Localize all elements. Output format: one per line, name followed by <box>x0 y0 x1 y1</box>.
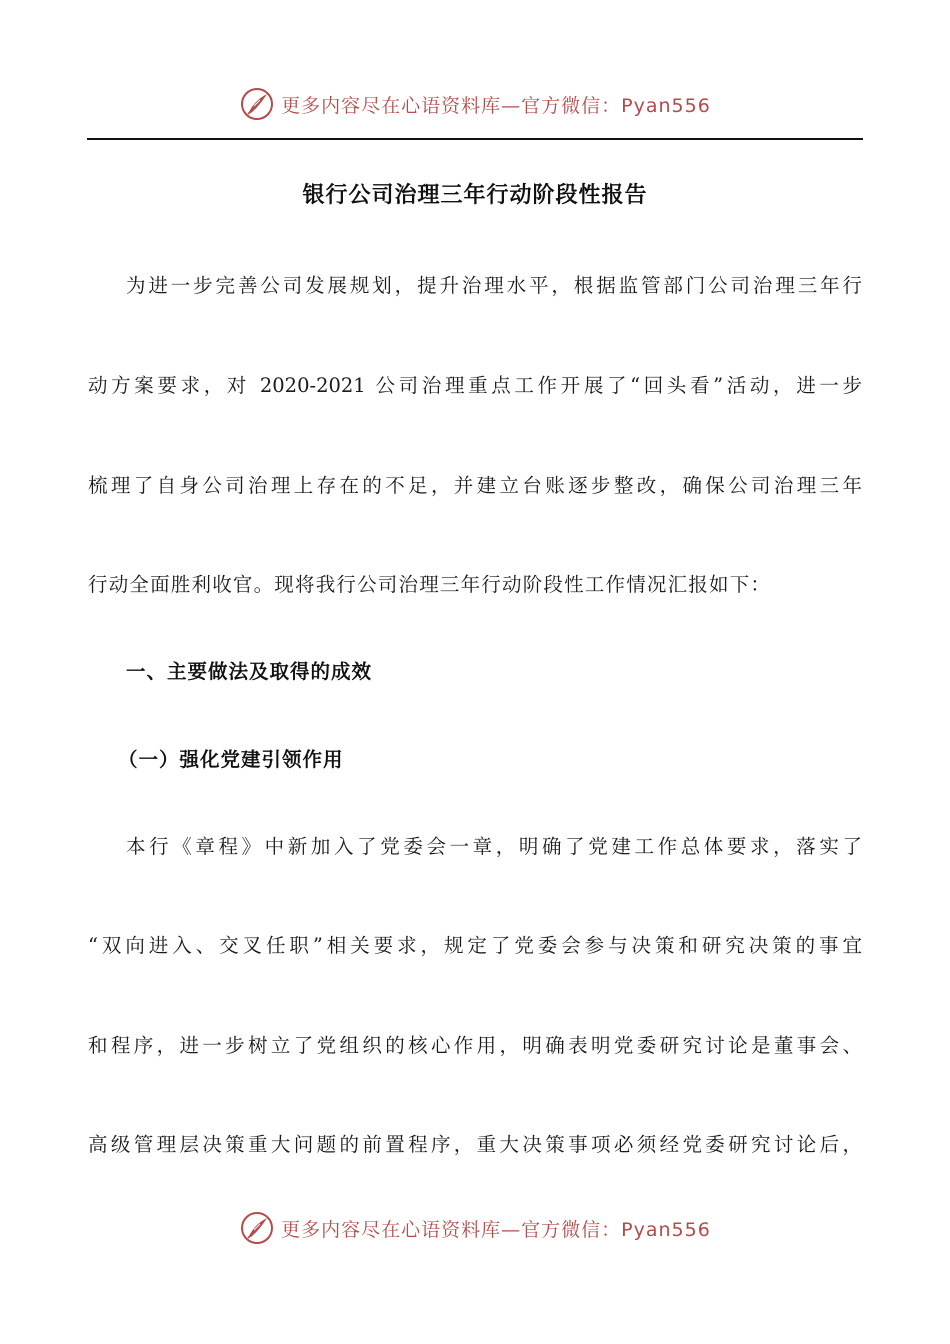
paragraph-line: 为进一步完善公司发展规划，提升治理水平，根据监管部门公司治理三年行 <box>126 274 862 297</box>
paragraph-line: 高级管理层决策重大问题的前置程序，重大决策事项必须经党委研究讨论后， <box>88 1133 862 1156</box>
document-title: 银行公司治理三年行动阶段性报告 <box>302 183 648 208</box>
paragraph-line: 梳理了自身公司治理上存在的不足，并建立台账逐步整改，确保公司治理三年 <box>88 474 862 497</box>
paragraph-line: 和程序，进一步树立了党组织的核心作用，明确表明党委研究讨论是董事会、 <box>88 1034 862 1057</box>
header-divider <box>87 138 863 140</box>
quill-logo-icon <box>239 86 275 122</box>
paragraph-line: 本行《章程》中新加入了党委会一章，明确了党建工作总体要求，落实了 <box>126 835 862 858</box>
wechat-id: Pyan556 <box>621 1218 711 1241</box>
paragraph-line: 动方案要求，对 2020-2021 公司治理重点工作开展了“回头看”活动，进一步 <box>88 374 862 397</box>
header-banner <box>0 84 950 124</box>
banner-text: 更多内容尽在心语资料库—官方微信：Pyan556 <box>281 94 711 117</box>
paragraph-line: 行动全面胜利收官。现将我行公司治理三年行动阶段性工作情况汇报如下： <box>88 573 772 596</box>
subsection-heading: （一）强化党建引领作用 <box>118 748 344 771</box>
section-heading: 一、主要做法及取得的成效 <box>126 660 373 683</box>
banner-text: 更多内容尽在心语资料库—官方微信：Pyan556 <box>281 1218 711 1241</box>
footer-banner <box>0 1208 950 1248</box>
wechat-id: Pyan556 <box>621 94 711 117</box>
quill-logo-icon <box>239 1210 275 1246</box>
paragraph-line: “双向进入、交叉任职”相关要求，规定了党委会参与决策和研究决策的事宜 <box>88 934 862 957</box>
